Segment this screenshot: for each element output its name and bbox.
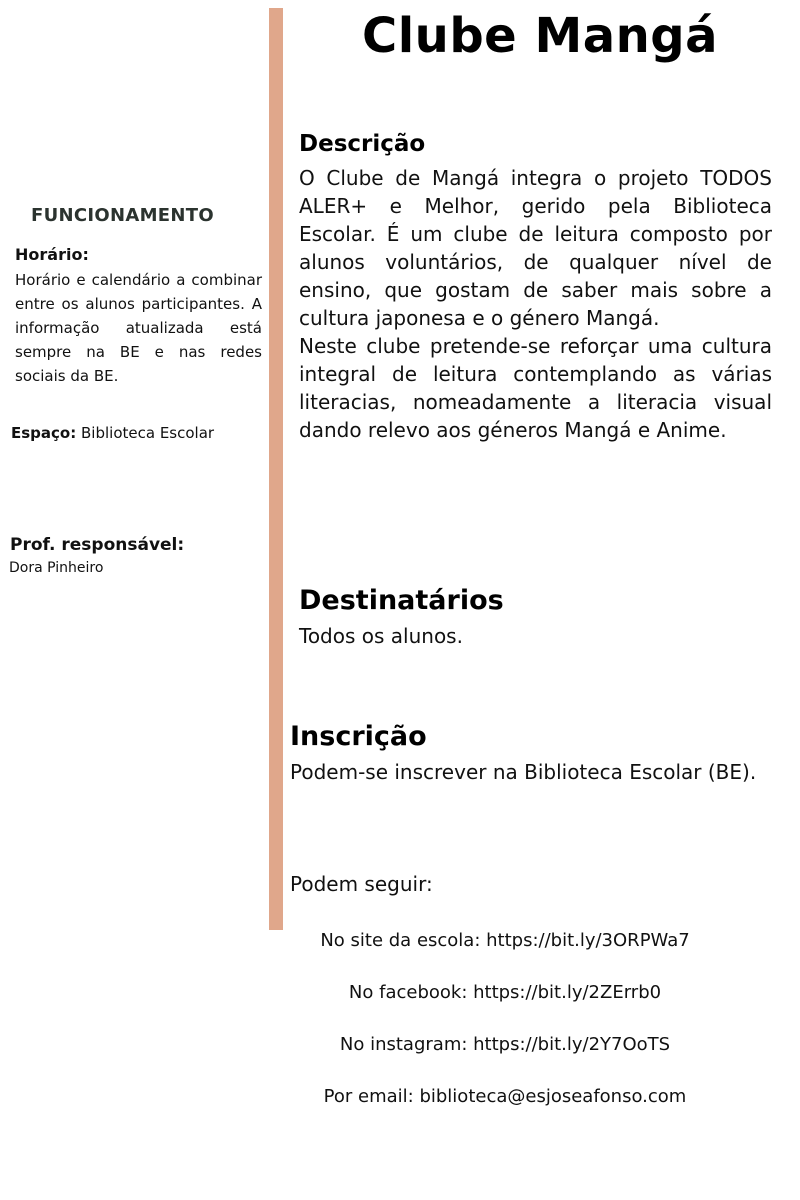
prof-name: Dora Pinheiro xyxy=(9,560,104,576)
email-link[interactable]: Por email: biblioteca@esjoseafonso.com xyxy=(323,1086,687,1107)
destinatarios-heading: Destinatários xyxy=(299,585,504,616)
descricao-paragraph-1: O Clube de Mangá integra o projeto TODOS ALER+ e Melhor, gerido pela Biblioteca Escolar. É um clube de leitura composto por alunos voluntários, de qualquer nível de ensino, que gostam de saber mais sobre a cultura japonesa e o género Mangá. xyxy=(299,166,772,330)
instagram-link[interactable]: No instagram: https://bit.ly/2Y7OoTS xyxy=(339,1034,671,1055)
horario-label: Horário: xyxy=(15,245,89,264)
espaco-line xyxy=(11,424,214,442)
descricao-heading: Descrição xyxy=(299,131,426,157)
inscricao-heading: Inscrição xyxy=(290,721,427,752)
descricao-text xyxy=(299,164,772,444)
follow-label: Podem seguir: xyxy=(290,872,433,896)
prof-label: Prof. responsável: xyxy=(10,535,185,555)
horario-text: Horário e calendário a combinar entre os alunos participantes. A informação atualizada está sempre na BE e nas redes sociais da BE. xyxy=(15,271,262,385)
inscricao-text: Podem-se inscrever na Biblioteca Escolar (BE). xyxy=(290,760,757,784)
vertical-divider xyxy=(269,8,283,930)
page-title: Clube Mangá xyxy=(361,8,719,64)
site-link[interactable]: No site da escola: https://bit.ly/3ORPWa7 xyxy=(320,930,690,951)
espaco-value: Biblioteca Escolar xyxy=(81,424,215,442)
funcionamento-heading: FUNCIONAMENTO xyxy=(31,205,214,226)
destinatarios-text: Todos os alunos. xyxy=(299,624,463,648)
espaco-label: Espaço: xyxy=(11,424,77,442)
facebook-link[interactable]: No facebook: https://bit.ly/2ZErrb0 xyxy=(348,982,662,1003)
descricao-paragraph-2: Neste clube pretende-se reforçar uma cultura integral de leitura contemplando as várias literacias, nomeadamente a literacia visual dando relevo aos géneros Mangá e Anime. xyxy=(299,334,772,442)
